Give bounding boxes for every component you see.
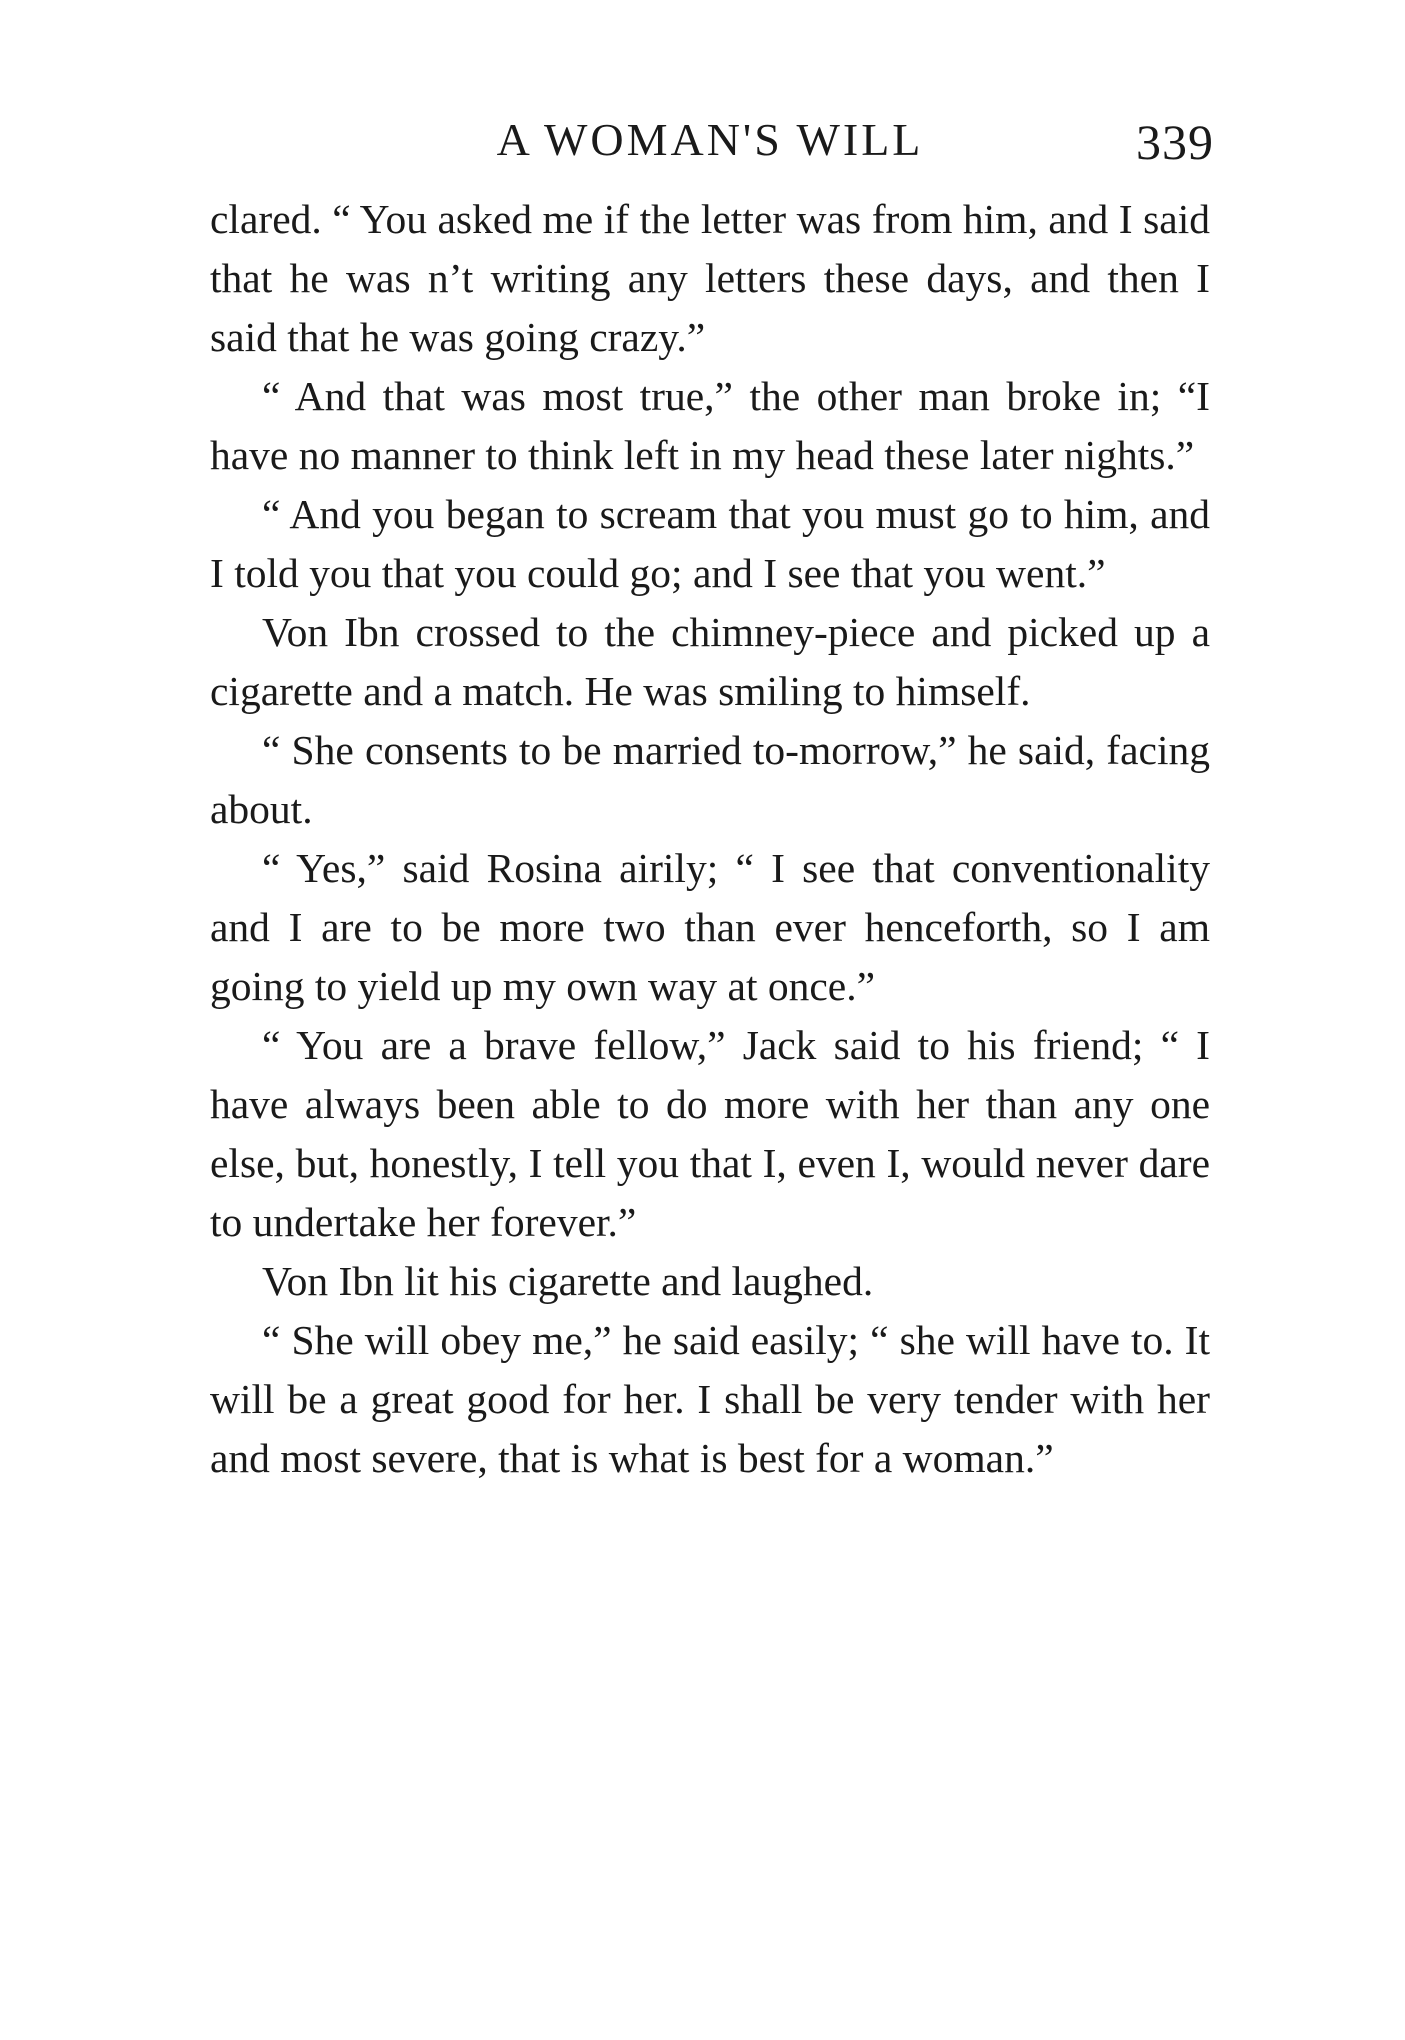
paragraph: “ And you began to scream that you must go to him, and I told you that you could go; and I see that you went.” [210,491,1210,596]
page-number: 339 [1136,114,1214,170]
paragraph-continued: clared. “ You asked me if the letter was from him, and I said that he was n’t writing any letters these days, and then I said that he was going crazy.” [210,196,1210,360]
paragraph: “ She will obey me,” he said easily; “ she will have to. It will be a great good for her. I shall be very tender with her and most severe, that is what is best for a woman.” [210,1317,1210,1481]
paragraph: “ You are a brave fellow,” Jack said to his friend; “ I have always been able to do more with her than any one else, but, honestly, I tell you that I, even I, would never dare to undertake her forever.” [210,1022,1210,1245]
book-page [210,110,1214,1488]
paragraph: “ And that was most true,” the other man broke in; “I have no manner to think left in my head these later nights.” [210,373,1210,478]
page-header [210,110,1214,190]
paragraph: Von Ibn crossed to the chimney-piece and picked up a cigarette and a match. He was smiling to himself. [210,609,1210,714]
paragraph: Von Ibn lit his cigarette and laughed. [262,1258,874,1304]
body-text [210,190,1210,1488]
paragraph: “ She consents to be married to-morrow,” he said, facing about. [210,727,1210,832]
paragraph: “ Yes,” said Rosina airily; “ I see that conventionality and I are to be more two than ever henceforth, so I am going to yield up my own way at once.” [210,845,1210,1009]
running-head: A WOMAN'S WILL [496,114,924,165]
